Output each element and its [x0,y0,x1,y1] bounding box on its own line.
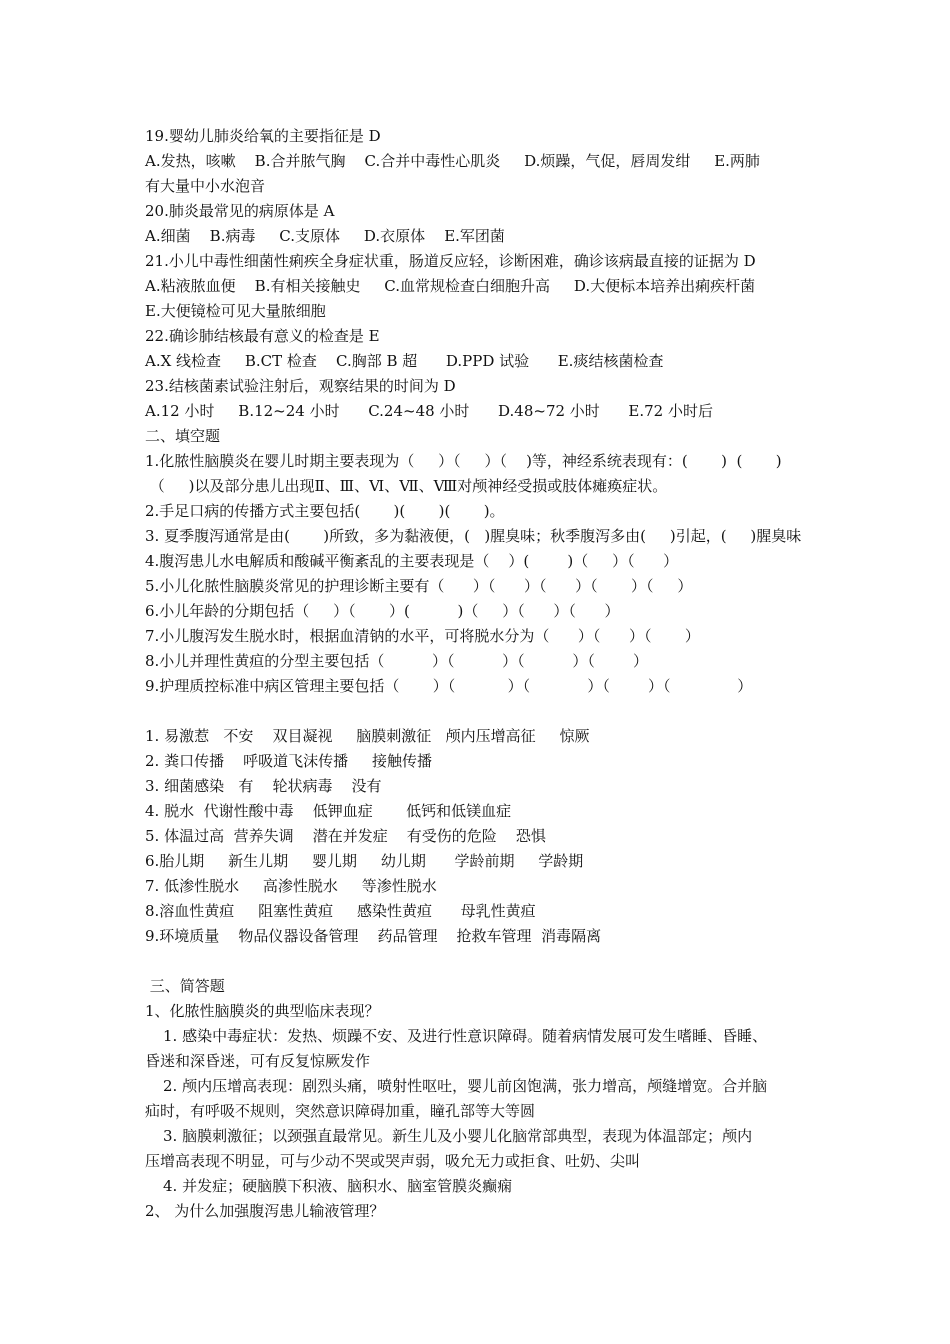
fill-in-section [145,424,810,974]
fill-question: （ )以及部分患儿出现Ⅱ、Ⅲ、Ⅵ、Ⅶ、Ⅷ对颅神经受损或肢体瘫痪症状。 [145,477,668,495]
answer-line: 疝时，有呼吸不规则，突然意识障碍加重，瞳孔部等大等圆 [145,1102,536,1120]
question-19-options-cont: 有大量中小水泡音 [145,177,266,195]
answer-line: 2. 颅内压增高表现：剧烈头痛，喷射性呕吐，婴儿前囟饱满，张力增高，颅缝增宽。合并脑 [163,1077,768,1095]
choice-questions [145,124,810,424]
question-19-options: A.发热，咳嗽 B.合并脓气胸 C.合并中毒性心肌炎 D.烦躁，气促，唇周发绀 E.两肺 [145,152,760,170]
fill-question: 3. 夏季腹泻通常是由( )所致，多为黏液便，( )腥臭味；秋季腹泻多由( )引起，( )腥臭味 [145,527,802,545]
fill-answer: 6.胎儿期 新生儿期 婴儿期 幼儿期 学龄前期 学龄期 [145,852,584,870]
fill-answer: 2. 粪口传播 呼吸道飞沫传播 接触传播 [145,752,432,770]
fill-answer: 7. 低渗性脱水 高渗性脱水 等渗性脱水 [145,877,437,895]
answer-line: 压增高表现不明显，可与少动不哭或哭声弱，吸允无力或拒食、吐奶、尖叫 [145,1152,641,1170]
question-21-options: A.粘液脓血便 B.有相关接触史 C.血常规检查白细胞升高 D.大便标本培养出痢疾杆菌 [145,277,756,295]
question-23: 23.结核菌素试验注射后，观察结果的时间为 D [145,377,456,395]
answer-line: 4. 并发症；硬脑膜下积液、脑积水、脑室管膜炎癫痫 [163,1177,513,1195]
question-22-options: A.X 线检查 B.CT 检查 C.胸部 B 超 D.PPD 试验 E.痰结核菌检查 [145,352,664,370]
question-19: 19.婴幼儿肺炎给氧的主要指征是 D [145,127,381,145]
fill-answer: 4. 脱水 代谢性酸中毒 低钾血症 低钙和低镁血症 [145,802,512,820]
answer-line: 3. 脑膜刺激征；以颈强直最常见。新生儿及小婴儿化脑常部典型，表现为体温部定；颅内 [163,1127,753,1145]
fill-question: 6.小儿年龄的分期包括（ ）（ ）( )（ ）（ ）（ ） [145,602,620,620]
question-20: 20.肺炎最常见的病原体是 A [145,202,335,220]
fill-answer: 9.环境质量 物品仪器设备管理 药品管理 抢救车管理 消毒隔离 [145,927,602,945]
fill-answer: 1. 易激惹 不安 双目凝视 脑膜刺激征 颅内压增高征 惊厥 [145,727,590,745]
answer-line: 昏迷和深昏迷，可有反复惊厥发作 [145,1052,371,1070]
fill-question: 9.护理质控标准中病区管理主要包括（ ）（ ）（ ）（ ）（ ） [145,677,753,695]
fill-answer: 3. 细菌感染 有 轮状病毒 没有 [145,777,382,795]
fill-answer: 8.溶血性黄疸 阻塞性黄疸 感染性黄疸 母乳性黄疸 [145,902,536,920]
fill-question: 8.小儿并理性黄疸的分型主要包括（ ）（ ）（ ）（ ） [145,652,649,670]
fill-question: 7.小儿腹泻发生脱水时，根据血清钠的水平，可将脱水分为（ ）（ ）（ ） [145,627,700,645]
question-22: 22.确诊肺结核最有意义的检查是 E [145,327,380,345]
short-question-2: 2、 为什么加强腹泻患儿输液管理？ [145,1202,385,1220]
fill-question: 2.手足口病的传播方式主要包括( )( )( )。 [145,502,505,520]
question-20-options: A.细菌 B.病毒 C.支原体 D.衣原体 E.军团菌 [145,227,505,245]
short-question-1: 1、化脓性脑膜炎的典型临床表现？ [145,1002,380,1020]
question-21: 21.小儿中毒性细菌性痢疾全身症状重，肠道反应轻，诊断困难，确诊该病最直接的证据为 D [145,252,756,270]
document-page [145,124,810,1224]
section-heading: 二、填空题 [145,427,221,445]
section-heading: 三、简答题 [145,977,225,995]
fill-answer: 5. 体温过高 营养失调 潜在并发症 有受伤的危险 恐惧 [145,827,546,845]
short-answer-section [145,974,810,1224]
fill-question: 4.腹泻患儿水电解质和酸碱平衡紊乱的主要表现是（ ）( )（ ）（ ） [145,552,679,570]
fill-question: 1.化脓性脑膜炎在婴儿时期主要表现为（ ）（ ）（ )等，神经系统表现有：( ) ( ) [145,452,782,470]
answer-line: 1. 感染中毒症状：发热、烦躁不安、及进行性意识障碍。随着病情发展可发生嗜睡、昏睡、 [163,1027,768,1045]
fill-question: 5.小儿化脓性脑膜炎常见的护理诊断主要有（ ）（ ）（ ）（ ）（ ） [145,577,693,595]
question-21-options-cont: E.大便镜检可见大量脓细胞 [145,302,326,320]
question-23-options: A.12 小时 B.12~24 小时 C.24~48 小时 D.48~72 小时 E.72 小时后 [145,402,713,420]
